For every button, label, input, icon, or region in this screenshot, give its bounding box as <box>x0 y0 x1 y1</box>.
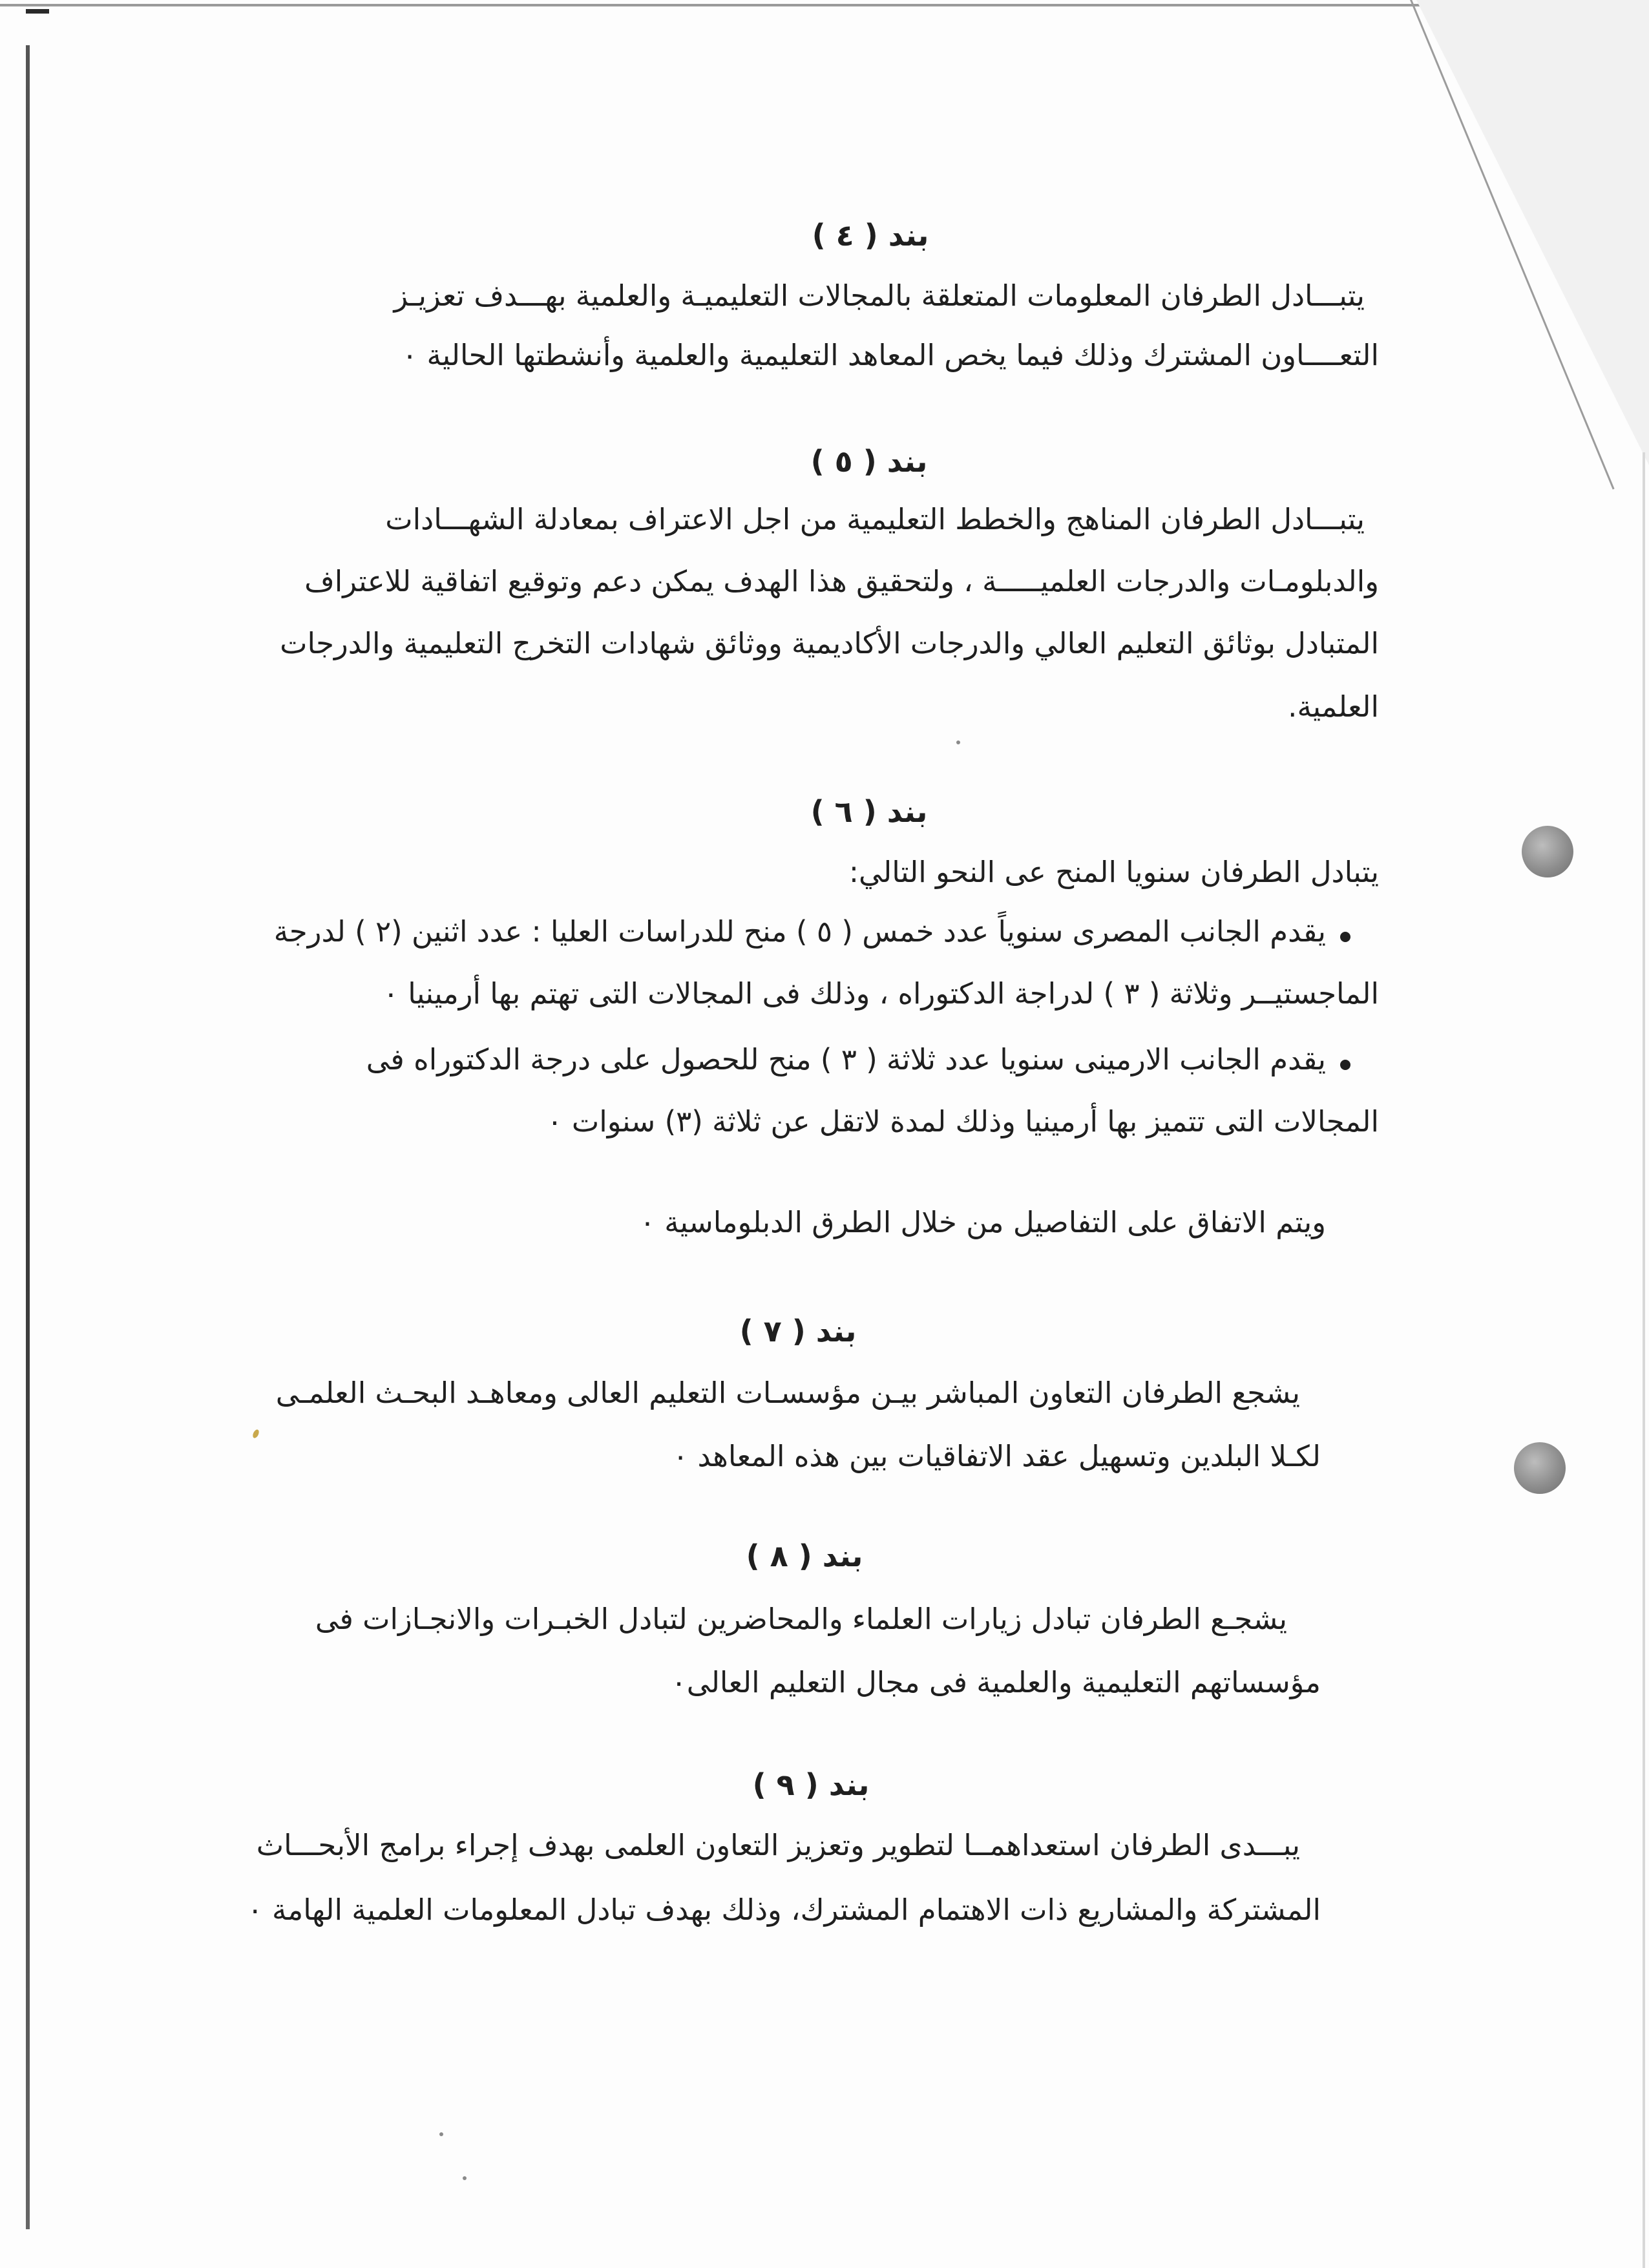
article-6-bullet-1-line-1: يقدم الجانب المصرى سنوياً عدد خمس ( ٥ ) منح للدراسات العليا : عدد اثنين (٢ ) لدرجة <box>273 914 1326 949</box>
article-6-intro: يتبادل الطرفان سنويا المنح عى النحو التالي: <box>848 855 1379 889</box>
article-4-heading: بند ( ٤ ) <box>812 218 929 253</box>
bullet-icon <box>1340 1060 1350 1070</box>
article-9-line-2: المشتركة والمشاريع ذات الاهتمام المشترك، وذلك بهدف تبادل المعلومات العلمية الهامة ٠ <box>247 1893 1321 1927</box>
article-5-line-4: العلمية. <box>1288 689 1379 724</box>
article-8-line-2: مؤسساتهم التعليمية والعلمية فى مجال التعليم العالى٠ <box>671 1665 1321 1699</box>
article-9-line-1: يبـــدى الطرفان استعداهمــا لتطوير وتعزيز التعاون العلمى بهدف إجراء برامج الأبحـــاث <box>256 1828 1300 1862</box>
article-5-line-1: يتبـــادل الطرفان المناهج والخطط التعليمية من اجل الاعتراف بمعادلة الشهـــادات <box>385 502 1365 536</box>
article-6-closing: ويتم الاتفاق على التفاصيل من خلال الطرق الدبلوماسية ٠ <box>639 1205 1326 1239</box>
article-9-heading: بند ( ٩ ) <box>752 1767 870 1802</box>
article-7-line-1: يشجع الطرفان التعاون المباشر بيـن مؤسسـات التعليم العالى ومعاهـد البحـث العلمـى <box>275 1376 1300 1410</box>
article-6-bullet-2-line-2: المجالات التى تتميز بها أرمينيا وذلك لمدة لاتقل عن ثلاثة (٣) سنوات ٠ <box>547 1104 1379 1139</box>
article-6-heading: بند ( ٦ ) <box>810 794 928 829</box>
article-5-heading: بند ( ٥ ) <box>810 444 928 479</box>
article-5-line-3: المتبادل بوثائق التعليم العالي والدرجات الأكاديمية ووثائق شهادات التخرج التعليمية والدرجات <box>280 626 1379 660</box>
bullet-icon <box>1340 932 1350 942</box>
article-8-heading: بند ( ٨ ) <box>746 1538 863 1573</box>
article-6-bullet-2-line-1: يقدم الجانب الارمينى سنويا عدد ثلاثة ( ٣ ) منح للحصول على درجة الدكتوراه فى <box>366 1042 1326 1076</box>
article-8-line-1: يشجـع الطرفان تبادل زيارات العلماء والمحاضرين لتبادل الخبـرات والانجـازات فى <box>315 1602 1287 1636</box>
article-4-line-2: التعــــاون المشترك وذلك فيما يخص المعاهد التعليمية والعلمية وأنشطتها الحالية ٠ <box>402 338 1379 372</box>
article-4-line-1: يتبـــادل الطرفان المعلومات المتعلقة بالمجالات التعليميـة والعلمية بهـــدف تعزيـز <box>394 278 1365 313</box>
article-7-heading: بند ( ٧ ) <box>739 1314 857 1349</box>
article-5-line-2: والدبلومـات والدرجات العلميـــــة ، ولتحقيق هذا الهدف يمكن دعم وتوقيع اتفاقية للاعتراف <box>304 564 1379 598</box>
article-7-line-2: لكـلا البلدين وتسهيل عقد الاتفاقيات بين هذه المعاهد ٠ <box>673 1439 1321 1473</box>
article-6-bullet-1-line-2: الماجستيــر وثلاثة ( ٣ ) لدراجة الدكتوراه ، وذلك فى المجالات التى تهتم بها أرمينيا ٠ <box>383 976 1379 1011</box>
